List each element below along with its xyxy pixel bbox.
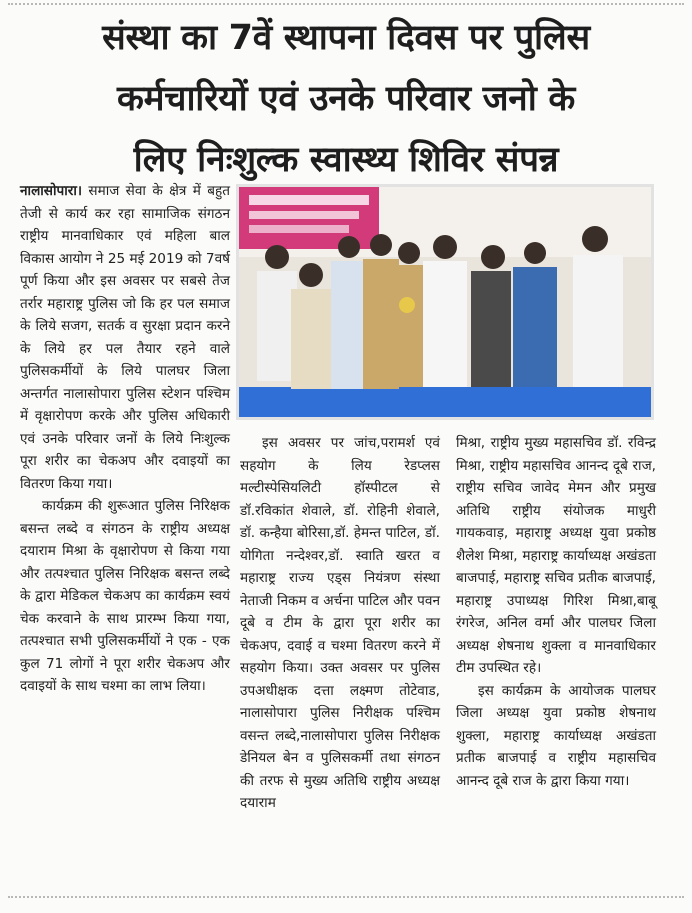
news-photo-icon xyxy=(239,187,651,417)
article-column-3 xyxy=(456,432,656,792)
article-column-2 xyxy=(240,432,440,815)
headline-line-1: संस्था का 7वें स्थापना दिवस पर पुलिस xyxy=(102,18,590,58)
article-column-1 xyxy=(20,180,230,698)
paragraph: इस कार्यक्रम के आयोजक पालघर जिला अध्यक्ष युवा प्रकोष्ठ शेषनाथ शुक्ला, महाराष्ट्र कार्याध्यक्ष अखंडता प्रतीक बाजपाई व राष्ट्रीय महासचिव आनन्द दूबे राज के द्वारा किया गया। xyxy=(456,682,656,789)
headline-line-2: कर्मचारियों एवं उनके परिवार जनो के xyxy=(117,79,575,119)
headline-line-3: लिए निःशुल्क स्वास्थ्य शिविर संपन्न xyxy=(133,140,559,180)
dateline: नालासोपारा। xyxy=(20,183,82,199)
news-photo xyxy=(236,184,654,420)
paragraph-text: समाज सेवा के क्षेत्र में बहुत तेजी से कार्य कर रहा सामाजिक संगठन राष्ट्रीय मानवाधिकार एवं महिला बाल विकास आयोग ने 25 मई 2019 को 7वर्ष पूर्ण किया और इस अवसर पर सबसे तेज तर्रार महाराष्ट्र पुलिस जो कि हर पल समाज के लिये सजग, सतर्क व सुरक्षा प्रदान करने के लिये हर पल तैयार रहने वाले पुलिसकर्मीयों के लिये पालघर जिला अन्तर्गत नालासोपारा पुलिस स्टेशन पश्चिम में वृक्षारोपण करके और पुलिस अधिकारी एवं उनके परिवार जनों के लिये निःशुल्क पूरा शरीर का चेकअप और दवाइयों का वितरण किया गया। xyxy=(20,183,230,492)
paragraph: इस अवसर पर जांच,परामर्श एवं सहयोग के लिय रेडप्लस मल्टीस्पेसियलिटी हॉस्पीटल से डॉ.रविकांत शेवाले, डॉ. रोहिनी शेवाले, डॉ. कन्हैया बोरिसा,डॉ. हेमन्त पाटिल, डॉ. योगिता नन्देश्वर,डॉ. स्वाति खरत व महाराष्ट्र राज्य एड्स नियंत्रण संस्था नेताजी निकम व अर्चना पाटिल और पवन दूबे व टीम के द्वारा पूरा शरीर का चेकअप, दवाई व चश्मा वितरण करने में सहयोग किया। उक्त अवसर पर पुलिस उपअधीक्षक दत्ता लक्ष्मण तोटेवाड, नालासोपारा पुलिस निरीक्षक पश्चिम वसन्त लब्दे,नालासोपारा पुलिस निरीक्षक डेनियल बेन व पुलिसकर्मी तथा संगठन की तरफ से मुख्य अतिथि राष्ट्रीय अध्यक्ष दयाराम xyxy=(240,435,440,811)
paragraph: कार्यक्रम की शुरूआत पुलिस निरिक्षक बसन्त लब्दे व संगठन के राष्ट्रीय अध्यक्ष दयाराम मिश्रा के वृक्षारोपण से किया गया और तत्पश्चात पुलिस निरिक्षक बसन्त लब्दे के द्वारा मेडिकल चेकअप का कार्यक्रम स्वयं चेक करवाने के साथ प्रारम्भ किया गया, तत्पश्चात सभी पुलिसकर्मीयों ने एक - एक कुल 71 लोगों ने पूरा शरीर चेकअप और दवाइयों के साथ चश्मा का लाभ लिया। xyxy=(20,498,230,694)
bottom-divider xyxy=(8,896,684,898)
headline xyxy=(10,8,682,191)
paragraph xyxy=(20,180,230,495)
paragraph: मिश्रा, राष्ट्रीय मुख्य महासचिव डॉ. रविन्द्र मिश्रा, राष्ट्रीय महासचिव आनन्द दूबे राज, राष्ट्रीय सचिव जावेद मेमन और प्रमुख अतिथि राष्ट्रीय संयोजक माधुरी गायकवाड़, महाराष्ट्र अध्यक्ष युवा प्रकोष्ठ शैलेश मिश्रा, महाराष्ट्र कार्याध्यक्ष अखंडता बाजपाई, महाराष्ट्र सचिव प्रतीक बाजपाई, महाराष्ट्र उपाध्यक्ष गिरिश मिश्रा,बाबू रंगरेज, अनिल वर्मा और पालघर जिला अध्यक्ष शेषनाथ शुक्ला व मानवाधिकार टीम उपस्थित रहे। xyxy=(456,435,656,676)
top-divider xyxy=(8,3,684,5)
